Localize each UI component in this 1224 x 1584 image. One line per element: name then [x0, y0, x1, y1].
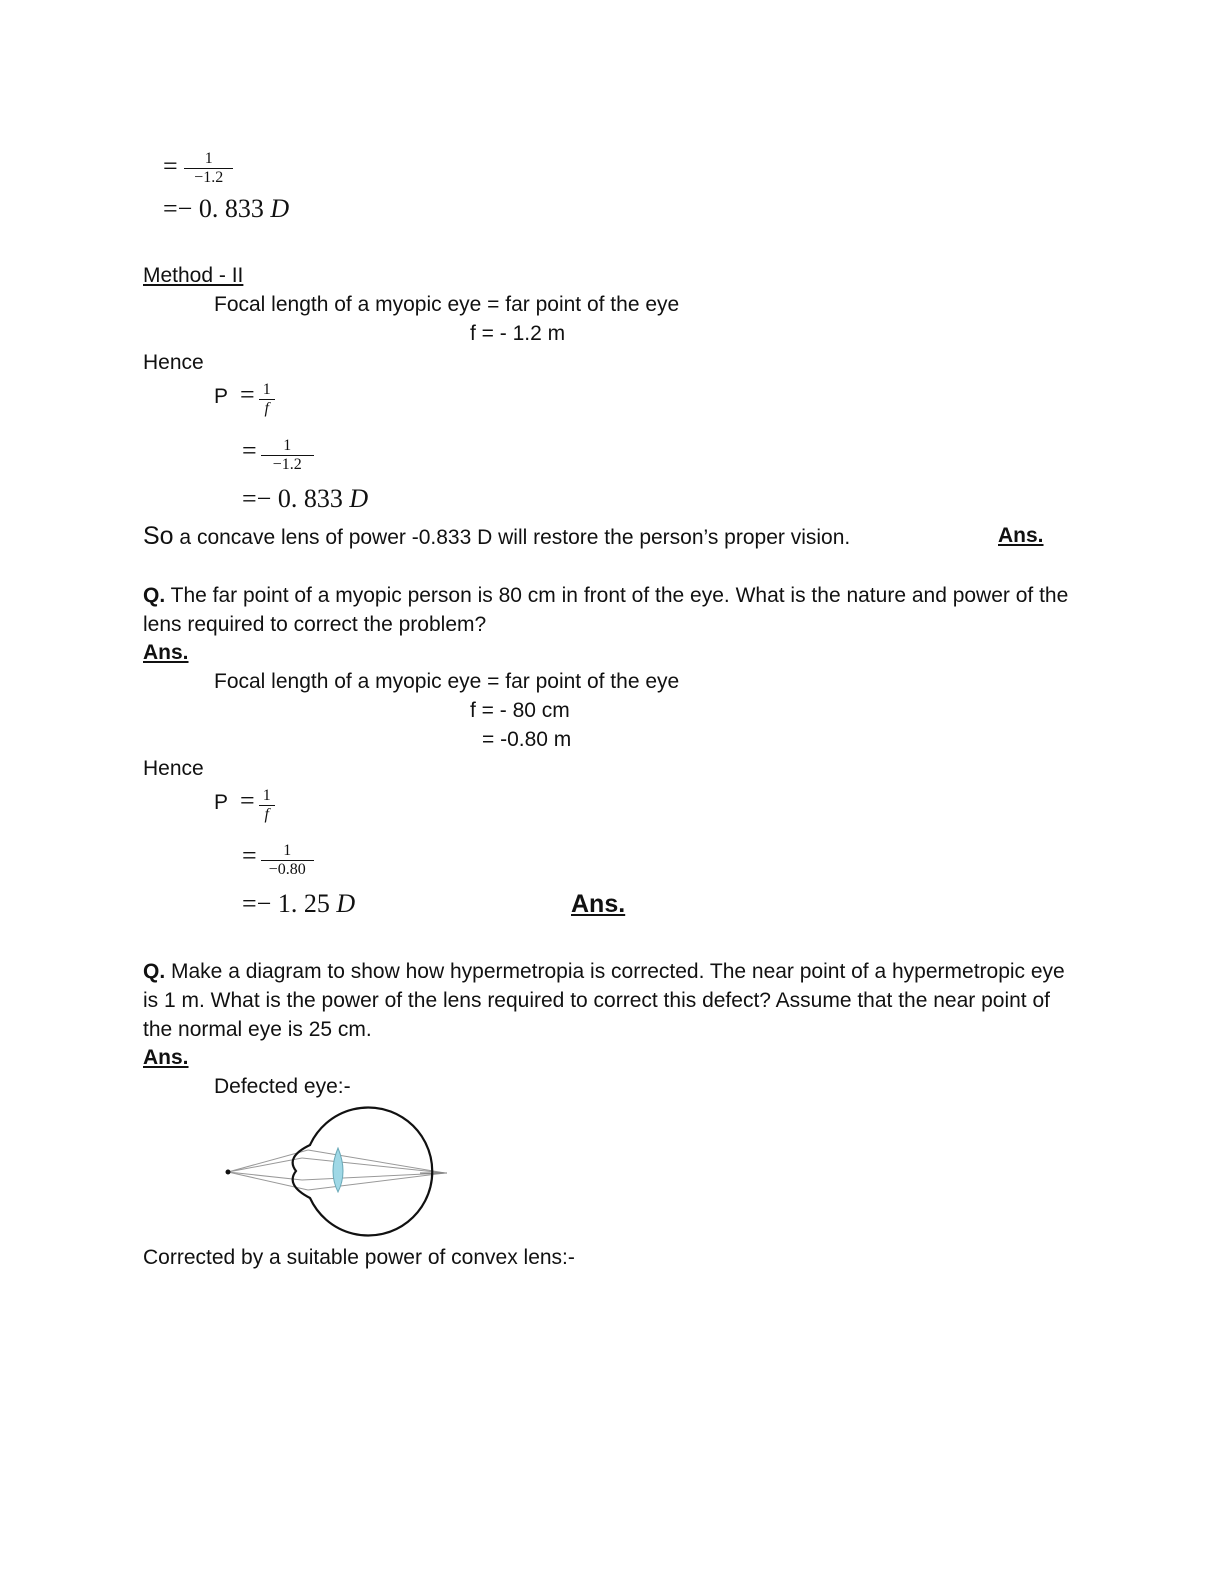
question-label: Q. [143, 584, 166, 607]
power-symbol: P [214, 385, 229, 408]
result-value: =− 1. 25 [242, 889, 330, 918]
focal-length-statement: Focal length of a myopic eye = far point of the eye [214, 293, 680, 316]
conclusion-line [143, 522, 850, 551]
fraction-numerator: 1 [283, 841, 292, 859]
fraction-denominator: f [259, 399, 275, 418]
corrected-label: Corrected by a suitable power of convex lens:- [143, 1246, 575, 1269]
equals-sign: = [242, 841, 257, 870]
fraction-denominator: f [259, 805, 275, 824]
object-point [226, 1170, 231, 1175]
power-substitution [242, 436, 314, 474]
answer-marker: Ans. [571, 890, 626, 918]
hence-label: Hence [143, 351, 204, 374]
question-3 [143, 957, 1083, 1044]
question-text: The far point of a myopic person is 80 cm in front of the eye. What is the nature and power of the lens required to correct the problem? [143, 584, 1069, 636]
hence-label: Hence [143, 757, 204, 780]
method-heading: Method - II [143, 264, 244, 287]
eyeball-outline [293, 1108, 433, 1236]
answer-label: Ans. [143, 641, 189, 664]
result-value: =− 0. 833 [163, 194, 264, 223]
power-formula [214, 380, 275, 418]
power-substitution [242, 841, 314, 879]
fraction [261, 842, 314, 879]
question-text: Make a diagram to show how hypermetropia is corrected. The near point of a hypermetropic eye is 1 m. What is the power of the lens required to correct this defect? Assume that the near point of the normal eye is 25 cm. [143, 960, 1065, 1041]
ray [308, 1173, 445, 1190]
fraction [261, 437, 314, 474]
power-result [242, 484, 368, 514]
fraction [259, 381, 275, 418]
fraction-denominator: −1.2 [184, 168, 233, 187]
fraction [184, 150, 233, 187]
focal-length-value-cm: f = - 80 cm [470, 699, 570, 722]
result-unit: D [270, 194, 290, 223]
equation-line [163, 150, 233, 187]
defected-eye-label: Defected eye:- [214, 1075, 351, 1098]
question-label: Q. [143, 960, 166, 983]
power-symbol: P [214, 791, 229, 814]
equals-sign: = [163, 151, 178, 181]
equals-sign: = [240, 380, 255, 409]
power-formula [214, 786, 275, 824]
focal-length-value: f = - 1.2 m [470, 322, 566, 345]
equals-sign: = [240, 786, 255, 815]
hypermetropic-eye-diagram [220, 1100, 460, 1240]
equation-result [163, 194, 289, 224]
fraction-numerator: 1 [204, 150, 213, 167]
fraction [259, 787, 275, 824]
focal-length-statement: Focal length of a myopic eye = far point of the eye [214, 670, 680, 693]
ray [302, 1173, 445, 1180]
equals-sign: = [242, 436, 257, 465]
ray [308, 1150, 445, 1173]
power-result [242, 889, 355, 919]
ray [228, 1158, 302, 1172]
result-value: =− 0. 833 [242, 484, 343, 513]
fraction-numerator: 1 [262, 380, 271, 398]
fraction-denominator: −0.80 [261, 860, 314, 879]
fraction-denominator: −1.2 [261, 455, 314, 474]
question-2 [143, 581, 1083, 639]
fraction-numerator: 1 [283, 436, 292, 454]
answer-marker: Ans. [998, 524, 1044, 547]
ray [302, 1158, 445, 1173]
conclusion-so: So [143, 522, 174, 550]
answer-label: Ans. [143, 1046, 189, 1069]
fraction-numerator: 1 [262, 786, 271, 804]
conclusion-text: a concave lens of power -0.833 D will restore the person’s proper vision. [173, 526, 851, 549]
result-unit: D [349, 484, 369, 513]
result-unit: D [336, 889, 356, 918]
focal-length-value-m: = -0.80 m [482, 728, 572, 751]
ray [228, 1172, 302, 1180]
